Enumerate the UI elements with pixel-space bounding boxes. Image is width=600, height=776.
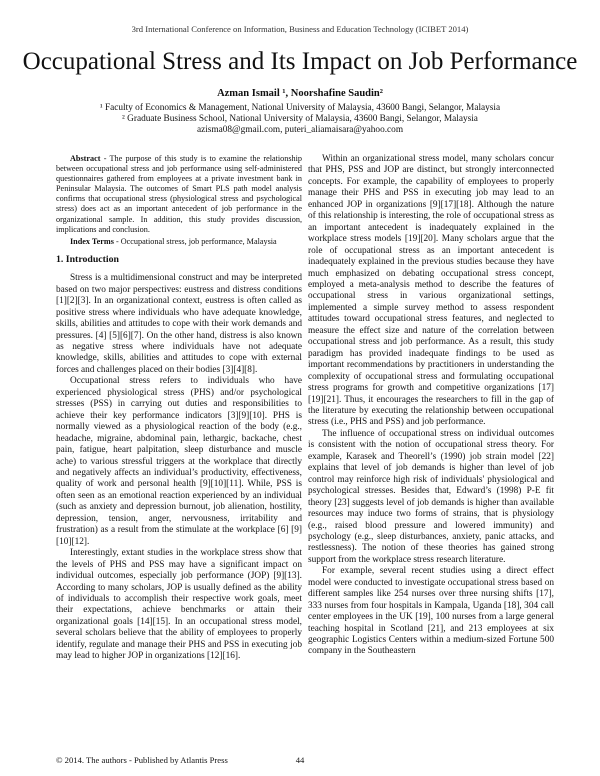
- conference-header: 3rd International Conference on Information, Business and Education Technology (ICIBET 2014): [131, 24, 469, 34]
- index-terms-label: Index Terms: [70, 236, 114, 246]
- abstract-label: Abstract: [70, 154, 101, 163]
- page-number: 44: [295, 755, 305, 765]
- body-paragraph-5: The influence of occupational stress on individual outcomes is consistent with the notion of occupational stress theory. For example, Karasek and Theorell’s (1990) job strain model [22] explains that level of job demands is higher than level of job control may reinforce high risk of individuals' physiological and psychological stresses. Besides that, Edward’s (1998) P-E fit theory [23] suggests level of job demands is higher than available resources may induce two forms of strains, that is physiology (e.g., raised blood pressure and lowered immunity) and psychology (e.g., sleep disturbances, anxiety, panic attacks, and restlessness). The notion of these theories has gained strong support from the workplace stress research literature.: [308, 428, 554, 565]
- footer-copyright: © 2014. The authors - Published by Atlantis Press: [56, 755, 228, 765]
- body-paragraph-4: Within an organizational stress model, many scholars concur that PHS, PSS and JOP are distinct, but strongly interconnected concepts. For example, the capability of employees to properly manage their PHS and PSS in executing job may lead to an enhanced JOP in organizations [9][17][18]. Although the nature of this relationship is interesting, the role of occupational stress as an important antecedent is inadequately explained in the workplace stress models [19][20]. Many scholars argue that the role of occupational stress as an important antecedent is inadequately explained in the previous studies because they have much emphasized on debating occupational stress concept, employed a meta-analysis method to describe the features of occupational stress in various organizational settings, implemented a simple survey method to assess respondent attitudes toward occupational stress features, and neglected to measure the effect size and nature of the correlation between occupational stress and job performance. As a result, this study paradigm has provided inadequate findings to be used as important recommendations by practitioners in understanding the complexity of occupational stress and formulating occupational stress programs for growth and competitive organizations [17][19][21]. Thus, it encourages the researchers to fill in the gap of the literature by executing the relationship between occupational stress (i.e., PHS and PSS) and job performance.: [308, 154, 554, 428]
- paper-title: Occupational Stress and Its Impact on Job Performance: [22, 48, 578, 75]
- left-column: [56, 154, 302, 663]
- index-terms-text: - Occupational stress, job performance, Malaysia: [113, 236, 277, 246]
- author-emails: azisma08@gmail.com, puteri_aliamaisara@yahoo.com: [196, 125, 404, 135]
- abstract: [56, 154, 302, 235]
- affiliation-2: ² Graduate Business School, National University of Malaysia, 43600 Bangi, Selangor, Malaysia: [122, 114, 478, 124]
- affiliation-1: ¹ Faculty of Economics & Management, National University of Malaysia, 43600 Bangi, Selangor, Malaysia: [99, 103, 501, 113]
- intro-paragraph-2: Occupational stress refers to individuals who have experienced physiological stress (PHS) and/or psychological stresses (PSS) in carrying out duties and responsibilities to achieve their key performance indicators [3][9][10]. PHS is normally viewed as a physiological reaction of the body (e.g., headache, migraine, abdominal pain, lethargic, backache, chest pain, fatigue, heart palpitation, sleep disturbance and muscle ache) to various stressful triggers at the workplace that directly and negatively affects an individual’s productivity, effectiveness, quality of work and personal health [9][10][11]. While, PSS is often seen as an emotional reaction experienced by an individual (such as anxiety and depression burnout, job alienation, hostility, depression, tension, anger, nervousness, irritability and frustration) as a result from the stimulate at the workplace [6] [9][10][12].: [56, 376, 302, 547]
- intro-paragraph-1: Stress is a multidimensional construct and may be interpreted based on two major perspectives: eustress and distress conditions [1][2][3]. In an organizational context, eustress is often called as positive stress where individuals who have adequate knowledge, skills, abilities and attitudes to cope with their work demands and pressures. [4] [5][6][7]. On the other hand, distress is also known as negative stress where individuals have not adequate knowledge, skills, abilities and attitudes to cope with external forces and challenges placed on their bodies [3][4][8].: [56, 273, 302, 375]
- index-terms: [56, 237, 302, 247]
- intro-paragraph-3: Interestingly, extant studies in the workplace stress show that the levels of PHS and PSS may have a significant impact on individual outcomes, especially job performance (JOP) [9][13]. According to many scholars, JOP is usually defined as the ability of individuals to accomplish their respective work goals, meet their expectations, achieve benchmarks or attain their organizational goals [14][15]. In an occupational stress model, several scholars believe that the ability of employees to properly identify, regulate and manage their PHS and PSS in executing job may lead to higher JOP in organizations [12][16].: [56, 548, 302, 662]
- body-paragraph-6: For example, several recent studies using a direct effect model were conducted to investigate occupational stress based on different samples like 254 nurses over three nursing shifts [17], 333 nurses from four hospitals in Kampala, Uganda [18], 304 call center employees in the UK [19], 100 nurses from a large general teaching hospital in Scotland [21], and 213 employees at six geographic Logistics Centers within a medium-sized Fortune 500 company in the Southeastern: [308, 566, 554, 657]
- right-column: [308, 154, 554, 658]
- abstract-text: - The purpose of this study is to examine the relationship between occupational stress and job performance using self-administered questionnaires gathered from employees at a private investment bank in Peninsular Malaysia. The outcomes of Smart PLS path model analysis confirms that occupational stress (physiological stress and psychological stress) does act as an important antecedent of job performance in the organizational sample. In addition, this study provides discussion, implications and conclusion.: [56, 154, 302, 234]
- paper-authors: Azman Ismail ¹, Noorshafine Saudin²: [217, 88, 383, 99]
- section-heading-introduction: 1. Introduction: [56, 253, 119, 265]
